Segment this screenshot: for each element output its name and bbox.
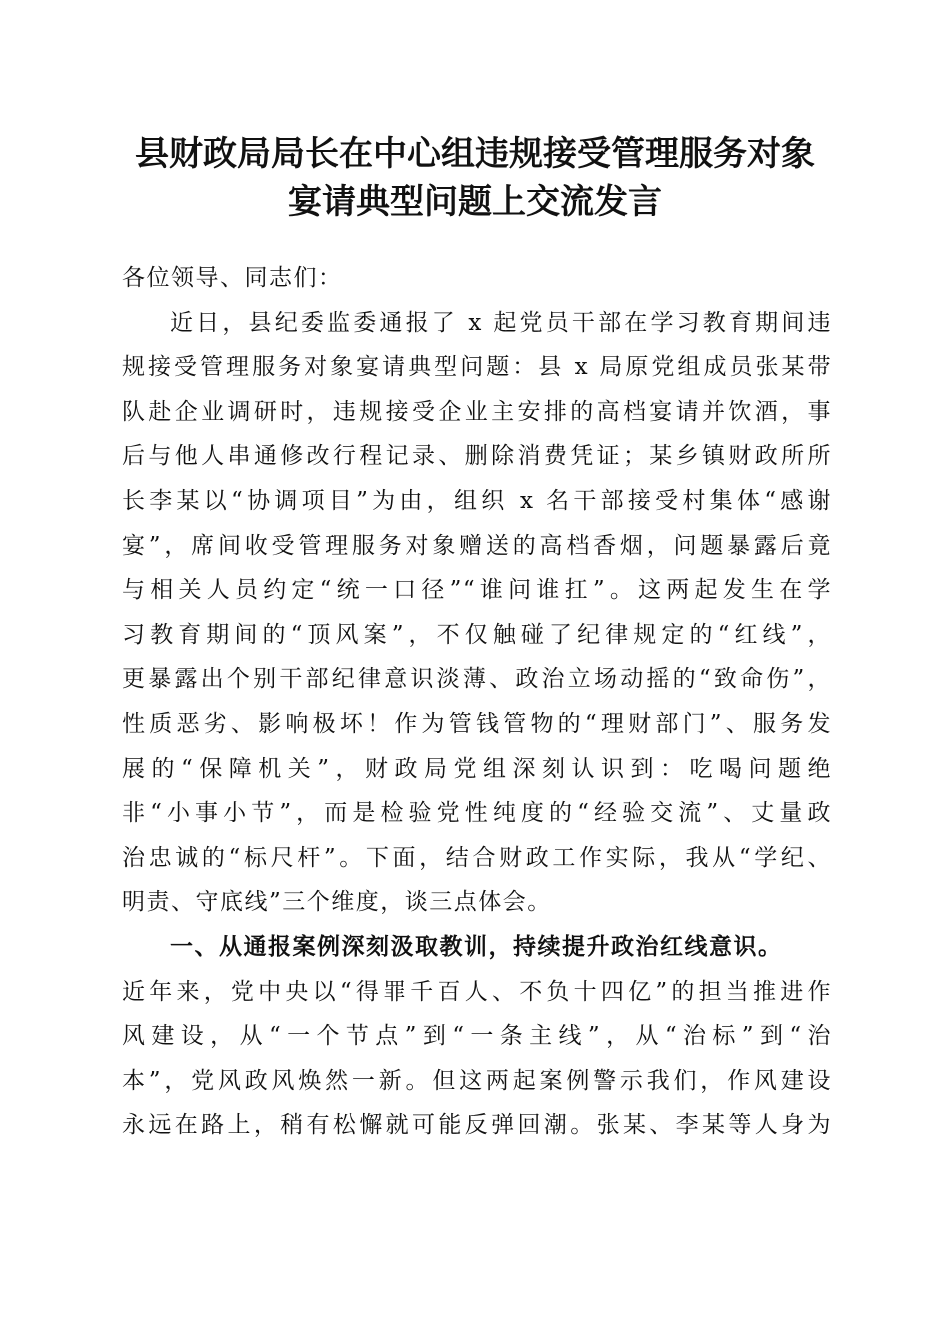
paragraph-1 xyxy=(122,301,832,925)
paragraph-line: 治忠诚的“标尺杆”。下面，结合财政工作实际，我从“学纪、 xyxy=(122,844,832,871)
paragraph-line: 规接受管理服务对象宴请典型问题：县 x 局原党组成员张某带 xyxy=(122,354,832,381)
paragraph-line: 队赴企业调研时，违规接受企业主安排的高档宴请并饮酒，事 xyxy=(122,398,832,425)
paragraph-line: 近年来，党中央以“得罪千百人、不负十四亿”的担当推进作 xyxy=(122,978,832,1005)
title-line-2: 宴请典型问题上交流发言 xyxy=(288,182,662,222)
title-line-1: 县财政局局长在中心组违规接受管理服务对象 xyxy=(135,134,815,174)
paragraph-line: 更暴露出个别干部纪律意识淡薄、政治立场动摇的“致命伤”， xyxy=(122,666,832,693)
paragraph-line: 永远在路上，稍有松懈就可能反弹回潮。张某、李某等人身为 xyxy=(122,1112,832,1139)
paragraph-line: 近日，县纪委监委通报了 x 起党员干部在学习教育期间违 xyxy=(170,309,832,336)
paragraph-line: 性质恶劣、影响极坏！作为管钱管物的“理财部门”、服务发 xyxy=(122,710,832,737)
paragraph-line: 与相关人员约定“统一口径”“谁问谁扛”。这两起发生在学 xyxy=(122,577,832,604)
paragraph-line: 展的“保障机关”，财政局党组深刻认识到：吃喝问题绝 xyxy=(122,755,832,782)
document-body xyxy=(122,256,832,1148)
paragraph-line: 宴”，席间收受管理服务对象赠送的高档香烟，问题暴露后竟 xyxy=(122,532,832,559)
paragraph-2 xyxy=(122,970,832,1148)
paragraph-line: 本”，党风政风焕然一新。但这两起案例警示我们，作风建设 xyxy=(122,1067,832,1094)
section-heading-1: 一、从通报案例深刻汲取教训，持续提升政治红线意识。 xyxy=(170,933,783,960)
paragraph-line: 非“小事小节”，而是检验党性纯度的“经验交流”、丈量政 xyxy=(122,800,832,827)
paragraph-line: 风建设，从“一个节点”到“一条主线”，从“治标”到“治 xyxy=(122,1023,832,1050)
document-title xyxy=(100,130,850,226)
paragraph-line: 长李某以“协调项目”为由，组织 x 名干部接受村集体“感谢 xyxy=(122,487,832,514)
paragraph-line: 后与他人串通修改行程记录、删除消费凭证；某乡镇财政所所 xyxy=(122,443,832,470)
paragraph-line: 明责、守底线”三个维度，谈三点体会。 xyxy=(122,889,552,916)
salutation: 各位领导、同志们： xyxy=(122,265,343,291)
paragraph-line: 习教育期间的“顶风案”，不仅触碰了纪律规定的“红线”， xyxy=(122,621,832,648)
